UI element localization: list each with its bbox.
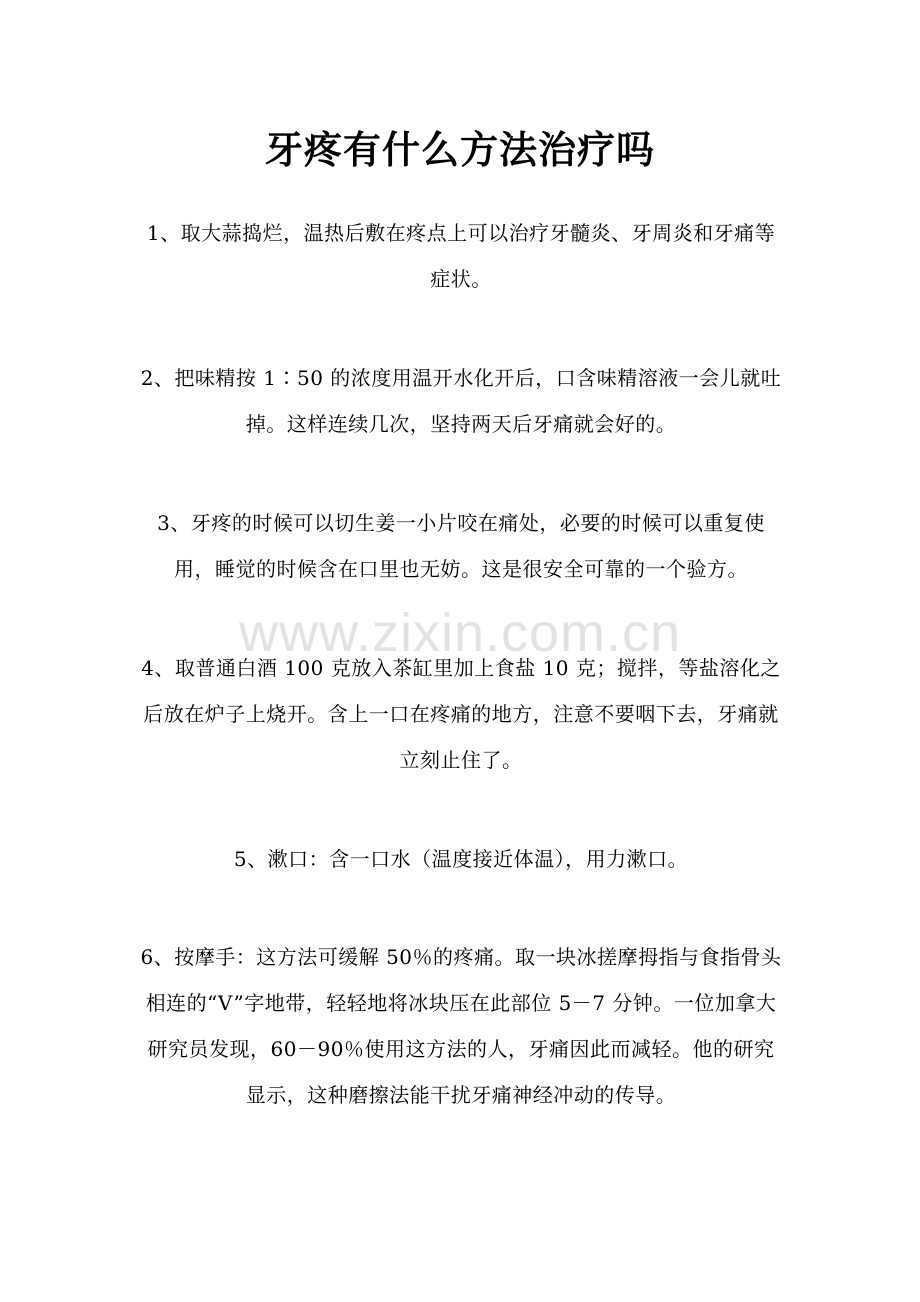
paragraph-4: 4、取普通白酒 100 克放入茶缸里加上食盐 10 克；搅拌，等盐溶化之后放在炉子上烧开。含上一口在疼痛的地方，注意不要咽下去，牙痛就立刻止住了。 [141,656,781,772]
document-title: 牙疼有什么方法治疗吗 [264,127,655,172]
paragraph-1: 1、取大蒜捣烂，温热后敷在疼点上可以治疗牙髓炎、牙周炎和牙痛等症状。 [146,221,776,291]
paragraph-2: 2、把味精按 1∶50 的浓度用温开水化开后，口含味精溶液一会儿就吐掉。这样连续几次，坚持两天后牙痛就会好的。 [140,366,782,436]
paragraph-3: 3、牙疼的时候可以切生姜一小片咬在痛处，必要的时候可以重复使用，睡觉的时候含在口里也无妨。这是很安全可靠的一个验方。 [157,511,765,581]
paragraph-5: 5、漱口：含一口水（温度接近体温），用力漱口。 [233,847,689,871]
watermark: www.zixin.com.cn [238,603,682,663]
paragraph-6: 6、按摩手：这方法可缓解 50％的疼痛。取一块冰搓摩拇指与食指骨头相连的“V”字地带，轻轻地将冰块压在此部位 5－7 分钟。一位加拿大研究员发现，60－90％使用这方法的人，牙痛因此而减轻。他的研究显示，这种磨擦法能干扰牙痛神经冲动的传导。 [140,945,782,1107]
